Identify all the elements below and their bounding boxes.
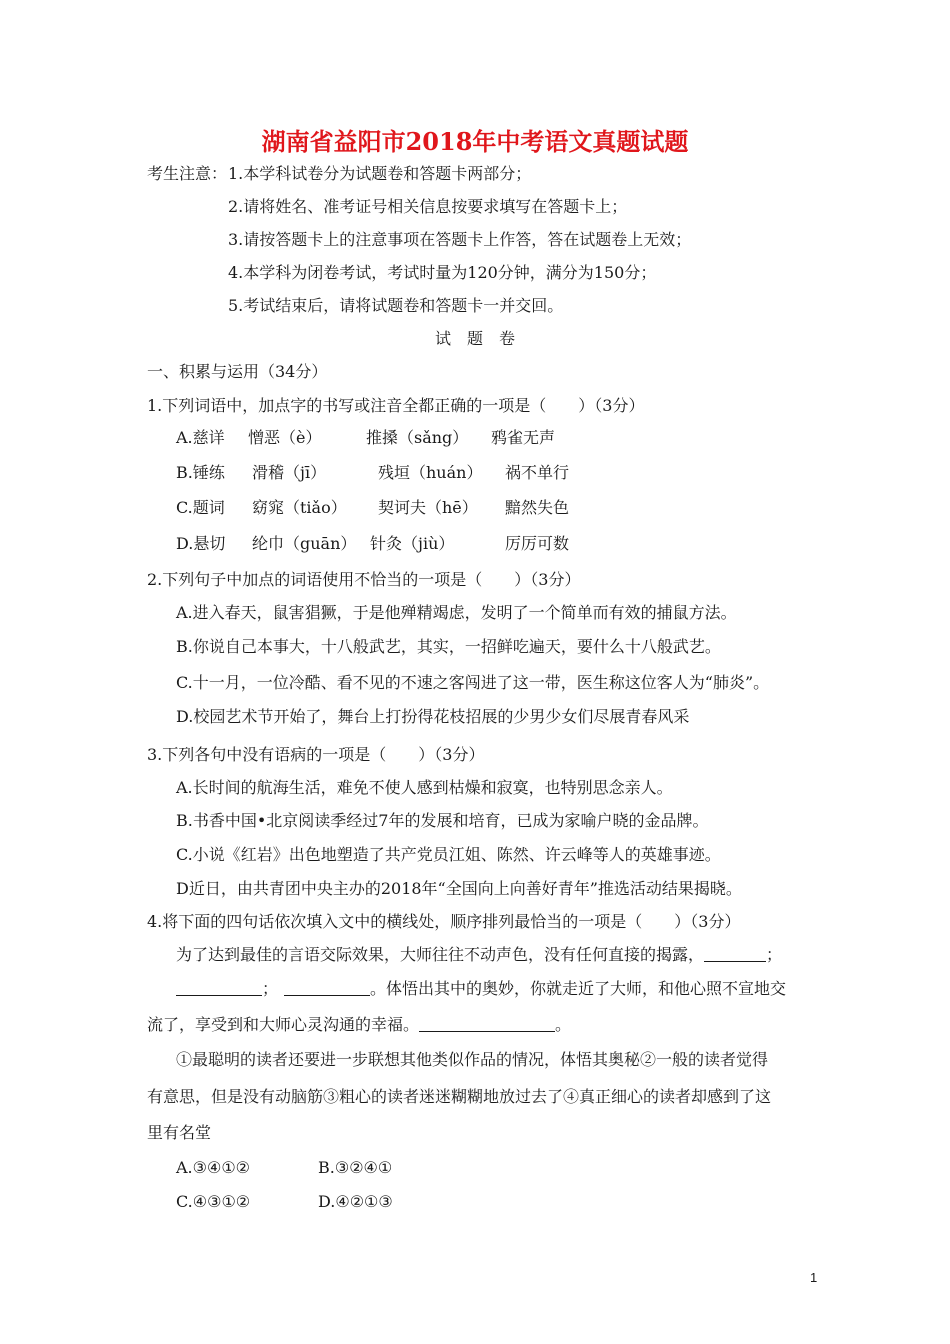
q4-sentences-line-2: 有意思，但是没有动脑筋③粗心的读者迷迷糊糊地放过去了④真正细心的读者却感到了这 xyxy=(147,1087,772,1106)
q3-option-b: B.书香中国•北京阅读季经过7年的发展和培育，已成为家喻户晓的金品牌。 xyxy=(176,811,709,830)
q1-option-d-word2: 纶巾（guān） xyxy=(252,534,357,553)
q4-passage-line-2 xyxy=(176,979,786,999)
q3-option-a: A.长时间的航海生活，难免不使人感到枯燥和寂寞，也特别思念亲人。 xyxy=(176,778,673,797)
q4-blank-3 xyxy=(284,979,370,996)
q4-passage-text-2a: ； xyxy=(262,979,279,998)
notice-item-3: 3.请按答题卡上的注意事项在答题卡上作答，答在试题卷上无效； xyxy=(228,230,692,249)
notice-item-5: 5.考试结束后，请将试题卷和答题卡一并交回。 xyxy=(228,296,564,315)
q4-passage-line-3 xyxy=(147,1015,571,1035)
q4-sentences-line-3: 里有名堂 xyxy=(147,1123,212,1142)
q2-option-a: A.进入春天，鼠害猖獗，于是他殚精竭虑，发明了一个简单而有效的捕鼠方法。 xyxy=(176,603,737,622)
q1-option-c-word2: 窈窕（tiǎo） xyxy=(252,498,347,517)
q1-option-c-word4: 黯然失色 xyxy=(505,498,570,517)
q4-passage-text-1a: 为了达到最佳的言语交际效果，大师往往不动声色，没有任何直接的揭露， xyxy=(176,945,705,964)
q1-option-b-word2: 滑稽（jī） xyxy=(252,463,327,482)
q3-option-d: D近日，由共青团中央主办的2018年“全国向上向善好青年”推选活动结果揭晓。 xyxy=(176,879,742,898)
notice-item-4: 4.本学科为闭卷考试，考试时量为120分钟，满分为150分； xyxy=(228,263,657,282)
q4-passage-line-1 xyxy=(176,945,782,965)
q1-option-b-word4: 祸不单行 xyxy=(505,463,570,482)
q1-option-b-word3: 残垣（huán） xyxy=(378,463,483,482)
q2-option-c: C.十一月，一位冷酷、看不见的不速之客闯进了这一带，医生称这位客人为“肺炎”。 xyxy=(176,673,770,692)
q2-option-d: D.校园艺术节开始了，舞台上打扮得花枝招展的少男少女们尽展青春风采 xyxy=(176,707,690,726)
notice-item-1: 1.本学科试卷分为试题卷和答题卡两部分； xyxy=(228,164,532,183)
q4-blank-2 xyxy=(176,979,262,996)
question-3-stem: 3.下列各句中没有语病的一项是（ ）（3分） xyxy=(147,745,485,764)
q1-option-d-word1: D.悬切 xyxy=(176,534,226,553)
q1-option-b-word1: B.锤练 xyxy=(176,463,225,482)
q1-option-d-word3: 针灸（jiù） xyxy=(370,534,455,553)
q4-option-b: B.③②④① xyxy=(318,1158,393,1177)
q4-passage-text-3b: 。 xyxy=(555,1015,572,1034)
q1-option-a-word3: 推搡（sǎng） xyxy=(366,428,469,447)
q4-passage-text-1b: ； xyxy=(766,945,783,964)
section-heading: 试 题 卷 xyxy=(434,329,515,348)
notice-item-2: 2.请将姓名、准考证号相关信息按要求填写在答题卡上； xyxy=(228,197,628,216)
q4-option-d: D.④②①③ xyxy=(318,1192,393,1211)
q4-option-c: C.④③①② xyxy=(176,1192,251,1211)
q4-sentences-line-1: ①最聪明的读者还要进一步联想其他类似作品的情况，体悟其奥秘②一般的读者觉得 xyxy=(176,1050,769,1069)
q3-option-c: C.小说《红岩》出色地塑造了共产党员江姐、陈然、许云峰等人的英雄事迹。 xyxy=(176,845,721,864)
q1-option-c-word3: 契诃夫（hē） xyxy=(378,498,478,517)
part-heading: 一、积累与运用（34分） xyxy=(147,362,328,381)
q1-option-c-word1: C.题词 xyxy=(176,498,225,517)
question-4-stem: 4.将下面的四句话依次填入文中的横线处，顺序排列最恰当的一项是（ ）（3分） xyxy=(147,912,741,931)
notice-label: 考生注意： xyxy=(147,164,228,183)
page-title: 湖南省益阳市2018年中考语文真题试题 xyxy=(261,127,689,156)
page-number: 1 xyxy=(810,1270,818,1285)
q1-option-a-word4: 鸦雀无声 xyxy=(491,428,556,447)
q1-option-a-word1: A.慈详 xyxy=(176,428,225,447)
q2-option-b: B.你说自己本事大，十八般武艺，其实，一招鲜吃遍天，要什么十八般武艺。 xyxy=(176,637,721,656)
q4-passage-text-3a: 流了，享受到和大师心灵沟通的幸福。 xyxy=(147,1015,420,1034)
q4-passage-text-2b: 。体悟出其中的奥妙，你就走近了大师，和他心照不宣地交 xyxy=(370,979,787,998)
q4-blank-4 xyxy=(419,1015,555,1032)
q1-option-a-word2: 憎恶（è） xyxy=(248,428,322,447)
question-2-stem: 2.下列句子中加点的词语使用不恰当的一项是（ ）（3分） xyxy=(147,570,581,589)
q1-option-d-word4: 厉厉可数 xyxy=(505,534,570,553)
question-1-stem: 1.下列词语中，加点字的书写或注音全都正确的一项是（ ）（3分） xyxy=(147,396,645,415)
q4-blank-1 xyxy=(704,945,766,962)
q4-option-a: A.③④①② xyxy=(176,1158,251,1177)
